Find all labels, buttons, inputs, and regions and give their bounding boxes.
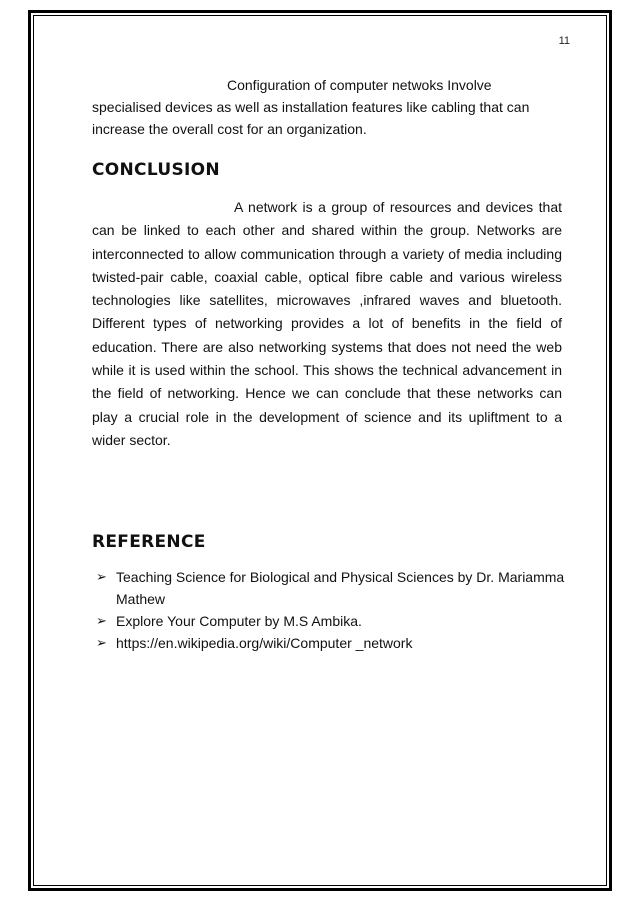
reference-list (96, 566, 566, 654)
conclusion-paragraph: A network is a group of resources and devices that can be linked to each other and shared within the group. Networks are interconnected to allow communication through a variety of media including twisted-pair cable, coaxial cable, optical fibre cable and various wireless technologies like satellites, microwaves ,infrared waves and bluetooth. Different types of networking provides a lot of benefits in the field of education. There are also networking systems that does not need the web while it is used within the school. This shows the technical advancement in the field of networking. Hence we can conclude that these networks can play a crucial role in the development of science and its upliftment to a wider sector. (92, 199, 562, 448)
reference-item (96, 566, 566, 610)
reference-item (96, 632, 566, 654)
reference-item-text: Explore Your Computer by M.S Ambika. (116, 613, 362, 629)
reference-heading: REFERENCE (92, 532, 206, 552)
arrow-bullet-icon: ➢ (96, 635, 107, 650)
intro-paragraph: Configuration of computer netwoks Involve specialised devices as well as installation features like cabling that can increase the overall cost for an organization. (92, 77, 530, 137)
arrow-bullet-icon: ➢ (96, 613, 107, 628)
arrow-bullet-icon: ➢ (96, 569, 107, 584)
page-number: 11 (558, 35, 570, 47)
reference-item-text: https://en.wikipedia.org/wiki/Computer _network (116, 635, 413, 651)
conclusion-heading: CONCLUSION (92, 160, 220, 180)
reference-item (96, 610, 566, 632)
reference-item-text: Teaching Science for Biological and Physical Sciences by Dr. Mariamma Mathew (116, 569, 565, 607)
